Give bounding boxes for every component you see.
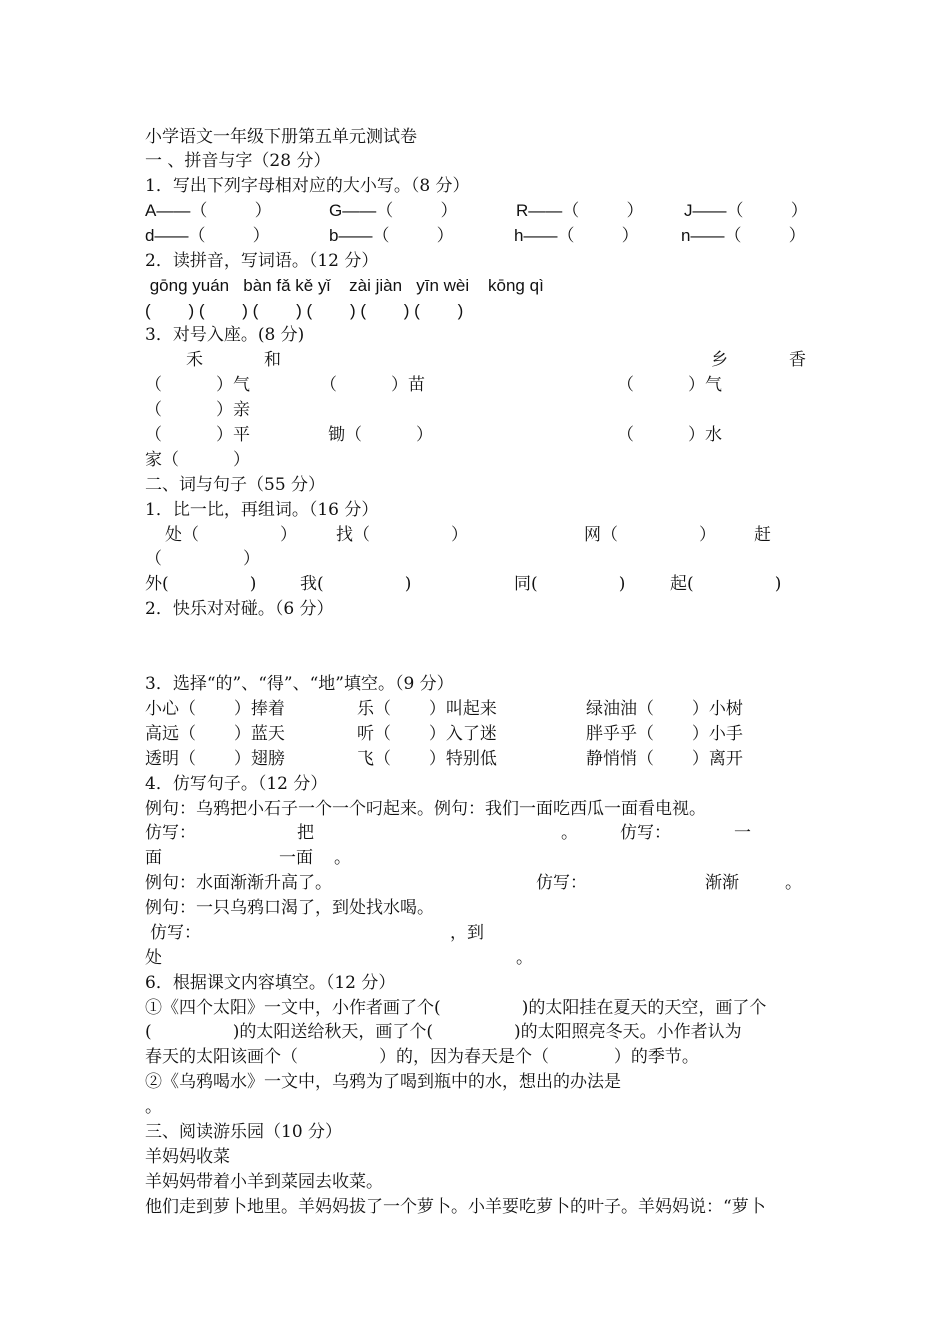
pinyin-row: gōng yuán bàn fǎ kě yǐ zài jiàn yīn wèi kōng qì — [145, 276, 544, 295]
word-blank: 找（ ） — [336, 525, 469, 545]
fill-blank: 听（ ）入了迷 — [357, 724, 497, 744]
story-title: 羊妈妈收菜 — [145, 1147, 230, 1167]
example-sentence: 例句：水面渐渐升高了。 — [145, 873, 332, 893]
letter-blank: b——（ ） — [329, 226, 454, 245]
section-heading: 一 、拼音与字（28 分） — [145, 151, 331, 171]
fill-blank: 绿油油（ ）小树 — [586, 699, 743, 719]
fill-blank: 家（ ） — [145, 450, 251, 470]
story-paragraph: 他们走到萝卜地里。羊妈妈拔了一个萝卜。小羊要吃萝卜的叶子。羊妈妈说：“萝卜 — [145, 1197, 766, 1217]
rewrite-text: 一 — [734, 823, 751, 843]
letter-blank: G——（ ） — [329, 201, 458, 220]
question-prompt: 1．比一比，再组词。（16 分） — [145, 500, 379, 520]
question-prompt: 6．根据课文内容填空。（12 分） — [145, 973, 396, 993]
rewrite-text: ，到 — [450, 923, 484, 943]
fill-blank: （ ）亲 — [145, 400, 251, 420]
question-prompt: 2．快乐对对碰。（6 分） — [145, 599, 334, 619]
word-choice: 香 — [789, 350, 806, 370]
word-blank: 处（ ） — [165, 525, 298, 545]
rewrite-text: 一面 — [279, 848, 313, 868]
fill-blank: 乐（ ）叫起来 — [357, 699, 497, 719]
story-paragraph: 羊妈妈带着小羊到菜园去收菜。 — [145, 1172, 383, 1192]
section-heading: 二、词与句子（55 分） — [145, 475, 326, 495]
letter-blank: h——（ ） — [514, 226, 639, 245]
rewrite-label: 仿写： — [536, 873, 587, 893]
rewrite-text: 面 — [145, 848, 162, 868]
letter-blank: d——（ ） — [145, 226, 270, 245]
section-heading: 三、阅读游乐园（10 分） — [145, 1122, 343, 1142]
fill-blank: 飞（ ）特别低 — [357, 749, 497, 769]
example-sentence: 例句：一只乌鸦口渴了，到处找水喝。 — [145, 898, 434, 918]
fill-blank: （ ）气 — [145, 375, 251, 395]
fill-blank: （ ）气 — [617, 375, 723, 395]
rewrite-label: 仿写： — [145, 823, 196, 843]
rewrite-text: 。 — [516, 948, 533, 968]
answer-blanks: ( ) ( ) ( ) ( ) ( ) ( ) — [145, 301, 464, 320]
fill-blank: 静悄悄（ ）离开 — [586, 749, 743, 769]
word-blank: 起( ) — [670, 574, 782, 594]
fill-blank: 透明（ ）翅膀 — [145, 749, 285, 769]
word-blank: 外( ) — [145, 574, 257, 594]
rewrite-text: 处 — [145, 948, 162, 968]
paragraph-line: 。 — [145, 1097, 162, 1117]
paragraph-line: 春天的太阳该画个（ ）的，因为春天是个（ ）的季节。 — [145, 1047, 699, 1067]
rewrite-text: 。 — [785, 873, 802, 893]
question-prompt: 4．仿写句子。（12 分） — [145, 774, 328, 794]
word-choice: 和 — [264, 350, 281, 370]
word-blank: 网（ ） — [584, 525, 717, 545]
example-sentence: 例句：乌鸦把小石子一个一个叼起来。例句：我们一面吃西瓜一面看电视。 — [145, 799, 706, 819]
word-choice: 乡 — [711, 350, 728, 370]
paragraph-line: ( )的太阳送给秋天，画了个( )的太阳照亮冬天。小作者认为 — [145, 1022, 742, 1042]
letter-blank: n——（ ） — [681, 226, 806, 245]
fill-blank: （ ）苗 — [320, 375, 426, 395]
fill-blank: 高远（ ）蓝天 — [145, 724, 285, 744]
rewrite-text: 渐渐 — [705, 873, 739, 893]
letter-blank: A——（ ） — [145, 201, 272, 220]
word-blank: （ ） — [145, 549, 261, 569]
fill-blank: 小心（ ）捧着 — [145, 699, 285, 719]
fill-blank: 胖乎乎（ ）小手 — [586, 724, 743, 744]
page-title: 小学语文一年级下册第五单元测试卷 — [145, 127, 417, 147]
fill-blank: 锄（ ） — [328, 425, 434, 445]
question-prompt: 3．对号入座。(8 分) — [145, 325, 305, 345]
word-blank: 我( ) — [300, 574, 412, 594]
rewrite-label: 仿写： — [150, 923, 201, 943]
fill-blank: （ ）水 — [617, 425, 723, 445]
question-prompt: 2．读拼音，写词语。（12 分） — [145, 251, 379, 271]
word-blank: 赶 — [754, 525, 771, 545]
question-prompt: 1．写出下列字母相对应的大小写。（8 分） — [145, 176, 470, 196]
paragraph-line: ②《乌鸦喝水》一文中，乌鸦为了喝到瓶中的水，想出的办法是 — [145, 1072, 621, 1092]
paragraph-line: ①《四个太阳》一文中，小作者画了个( )的太阳挂在夏天的天空，画了个 — [145, 998, 767, 1018]
letter-blank: J——（ ） — [684, 201, 808, 220]
fill-blank: （ ）平 — [145, 425, 251, 445]
question-prompt: 3．选择“的”、“得”、“地”填空。（9 分） — [145, 674, 454, 694]
word-choice: 禾 — [186, 350, 203, 370]
rewrite-text: 把 — [297, 823, 314, 843]
rewrite-text: 。 — [561, 823, 578, 843]
rewrite-label: 仿写： — [620, 823, 671, 843]
rewrite-text: 。 — [334, 848, 351, 868]
letter-blank: R——（ ） — [516, 201, 644, 220]
word-blank: 同( ) — [514, 574, 626, 594]
